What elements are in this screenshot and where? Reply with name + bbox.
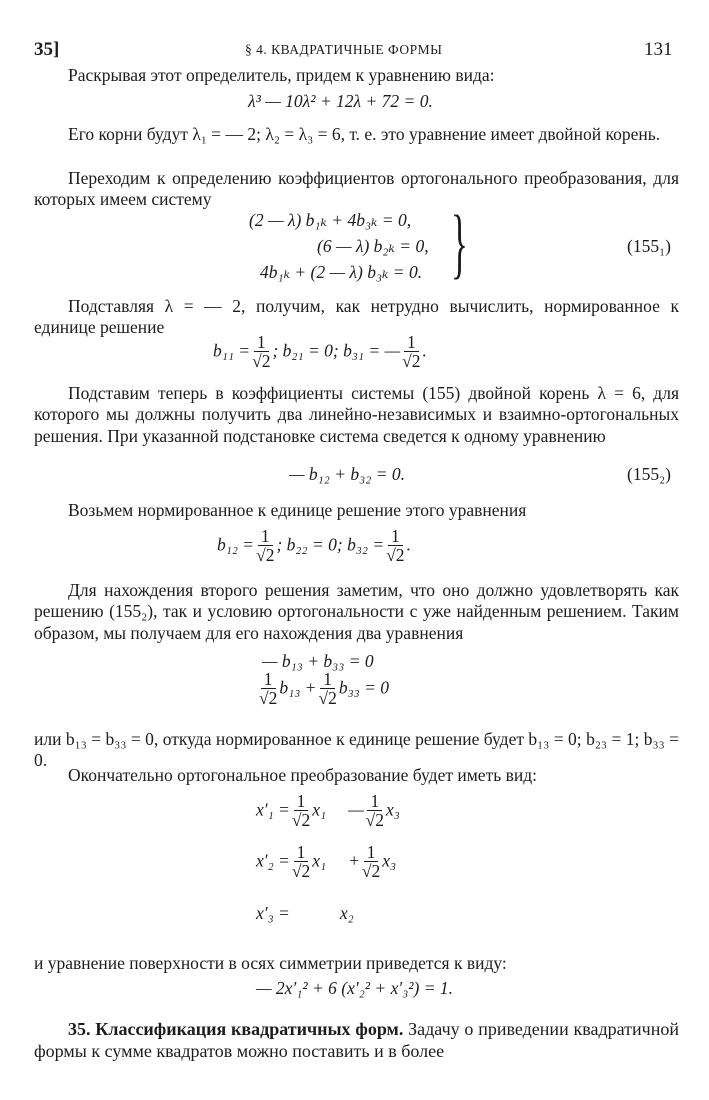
transform-lhs: x′₁ = [256, 799, 290, 820]
fraction-denominator: √2 [291, 861, 311, 882]
fraction [318, 670, 336, 709]
fraction [292, 843, 310, 882]
transform-operator: + [348, 850, 360, 871]
system2-line2-part-a: b₁₃ + [279, 677, 317, 698]
fraction-numerator: 1 [320, 670, 335, 689]
paragraph-5: Подставим теперь в коэффициенты системы (155) двойной корень λ = 6, для которого мы должны получить два линейно-независимых и взаимно-ортогональных решения. При указанной подстановке система сведется к одному уравнению [34, 383, 679, 446]
fraction [402, 333, 420, 372]
section-text: Задачу о приведении квадратичной формы к сумме квадратов можно поставить и в более [34, 1019, 679, 1061]
fraction-denominator: √2 [291, 810, 311, 831]
system2-line1: — b₁₃ + b₃₃ = 0 [262, 651, 374, 671]
header-running-title: § 4. КВАДРАТИЧНЫЕ ФОРМЫ [245, 42, 443, 57]
transform-term: x₃ [382, 850, 397, 871]
fraction-numerator: 1 [388, 527, 403, 546]
fraction-denominator: √2 [361, 861, 381, 882]
paragraph-10: и уравнение поверхности в осях симметрии приведется к виду: [34, 953, 507, 973]
paragraph-2: Его корни будут λ₁ = — 2; λ₂ = λ₃ = 6, т. е. это уравнение имеет двойной корень. [68, 124, 661, 144]
fraction-numerator: 1 [367, 792, 382, 811]
fraction-numerator: 1 [261, 670, 276, 689]
paragraph-6: Возьмем нормированное к единице решение этого уравнения [68, 500, 527, 520]
system1-line3: 4b₁ₖ + (2 — λ) b₃ₖ = 0. [260, 262, 423, 282]
solution1-part-c: . [422, 340, 427, 361]
paragraph-3: Переходим к определению коэффициентов ортогонального преобразования, для которых имеем систему [34, 168, 679, 210]
fraction-numerator: 1 [294, 843, 309, 862]
paragraph-7: Для нахождения второго решения заметим, что оно должно удовлетворять как решению (155₂), так и условию ортогональности с уже найденным решением. Таким образом, мы получаем для его нахождения два уравнения [34, 580, 679, 643]
transform-lhs: x′₂ = [256, 850, 290, 871]
solution2 [217, 527, 411, 566]
solution1 [213, 333, 427, 372]
system1-line1: (2 — λ) b₁ₖ + 4b₃ₖ = 0, [249, 210, 412, 230]
paragraph-9: Окончательно ортогональное преобразование будет иметь вид: [68, 765, 537, 785]
fraction-numerator: 1 [404, 333, 419, 352]
transform-term: x₂ [339, 903, 354, 923]
section-title: 35. Классификация квадратичных форм. [68, 1019, 404, 1039]
transform-row-2 [256, 843, 396, 882]
solution2-part-c: . [406, 534, 411, 555]
system1-line2: (6 — λ) b₂ₖ = 0, [317, 236, 429, 256]
fraction-numerator: 1 [364, 843, 379, 862]
fraction [252, 333, 270, 372]
eq-label-155-1: (155₁) [627, 236, 672, 256]
fraction-denominator: √2 [402, 351, 421, 372]
fraction-denominator: √2 [259, 688, 278, 709]
fraction-numerator: 1 [294, 792, 309, 811]
transform-operator: — [348, 799, 364, 820]
eq-label-155-2: (155₂) [627, 464, 672, 484]
fraction-denominator: √2 [318, 688, 337, 709]
section-35-paragraph [34, 1019, 679, 1063]
transform-term: x₁ [312, 850, 327, 871]
paragraph-8: или b₁₃ = b₃₃ = 0, откуда нормированное к единице решение будет b₁₃ = 0; b₂₃ = 1; b₃₃ = 0. [34, 729, 679, 771]
equation-155-2: — b₁₂ + b₃₂ = 0. [289, 464, 406, 484]
fraction [362, 843, 380, 882]
fraction-numerator: 1 [254, 333, 269, 352]
transform-row-1 [256, 792, 400, 831]
solution2-part-a: b₁₂ = [217, 534, 255, 555]
fraction [386, 527, 404, 566]
final-equation: — 2x′₁² + 6 (x′₂² + x′₃²) = 1. [256, 978, 454, 998]
transform-lhs: x′₃ = [256, 903, 290, 923]
paragraph-4: Подставляя λ = — 2, получим, как нетрудно вычислить, нормированное к единице решение [34, 296, 679, 338]
system2-line2-part-b: b₃₃ = 0 [338, 677, 390, 698]
paragraph-1: Раскрывая этот определитель, придем к уравнению вида: [68, 65, 495, 85]
fraction [256, 527, 274, 566]
characteristic-equation: λ³ — 10λ² + 12λ + 72 = 0. [248, 91, 433, 111]
system2-line2 [257, 670, 389, 709]
solution2-part-b: ; b₂₂ = 0; b₃₂ = [276, 534, 385, 555]
fraction-denominator: √2 [252, 351, 271, 372]
header-section-ref: 35] [34, 39, 60, 60]
fraction [366, 792, 384, 831]
transform-term: x₁ [312, 799, 327, 820]
solution1-part-b: ; b₂₁ = 0; b₃₁ = — [272, 340, 401, 361]
fraction [292, 792, 310, 831]
fraction [259, 670, 277, 709]
fraction-numerator: 1 [258, 527, 273, 546]
transform-row-3 [256, 903, 354, 924]
system1-brace: } [451, 199, 468, 286]
fraction-denominator: √2 [256, 545, 275, 566]
header-page-number: 131 [644, 39, 673, 60]
transform-term: x₃ [386, 799, 400, 820]
fraction-denominator: √2 [386, 545, 405, 566]
fraction-denominator: √2 [365, 810, 385, 831]
solution1-part-a: b₁₁ = [213, 340, 251, 361]
